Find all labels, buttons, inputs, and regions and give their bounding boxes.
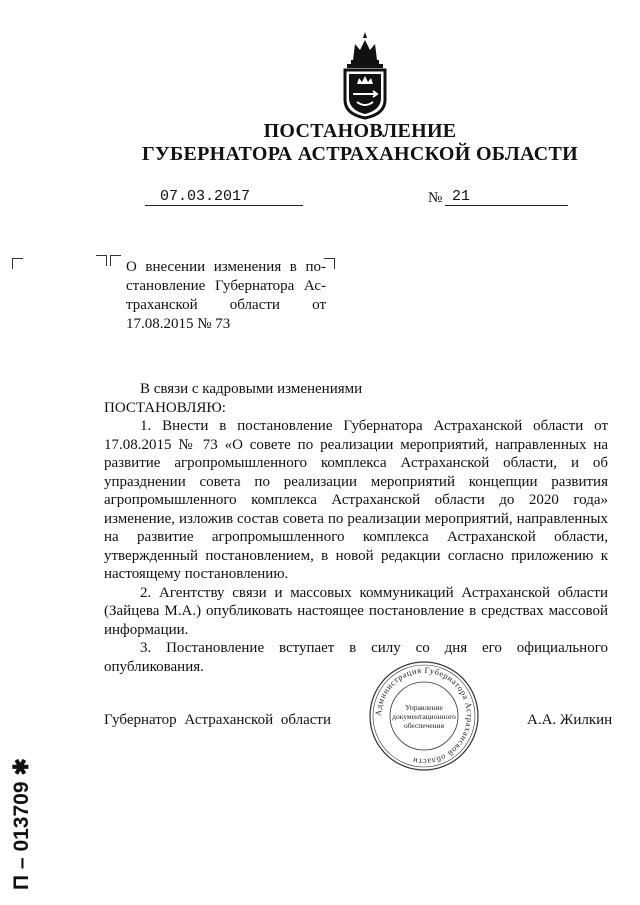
stamp-ring-text: Администрация Губернатора Астраханской области [373,665,475,767]
signer-name: А.А. Жилкин [527,712,613,728]
paragraph-1: 1. Внести в постановление Губернатора Астраханской области от 17.08.2015 № 73 «О совете по реализации мероприятий, направленных на развитие агропромышленного комплекса Астраханской области, и об упразднении совета по реализации мероприятий концепции развития агропромышленного комплекса Астраханской области до 2020 года» изменение, изложив состав совета по реализации мероприятий, направленных на развитие агропромышленного комплекса Астраханской области, утвержденный постановлением, в новой редакции согласно приложению к настоящему постановлению. [104,418,608,582]
document-number: 21 [452,188,471,205]
coat-of-arms-emblem [335,30,395,120]
serial-number-text: П – 013709 ✱ [10,758,33,890]
preamble: В связи с кадровыми изменениями [140,381,363,397]
document-title: ПОСТАНОВЛЕНИЕ [263,120,457,142]
subject-line: траханской области от [126,297,326,313]
signature-title: Губернатор Астраханской области [104,712,332,728]
stamp-center-line: Управление [405,703,443,712]
date-underline [145,205,303,206]
number-underline [445,205,568,206]
paragraph-3: 3. Постановление вступает в силу со дня его официального опубликования. [104,640,608,675]
number-label: № [428,190,443,206]
resolve-word: ПОСТАНОВЛЯЮ: [104,399,226,416]
margin-corner-mark [12,258,23,269]
subject-corner-mark [110,255,121,266]
subject-line: 17.08.2015 № 73 [126,316,231,332]
document-body [104,380,608,676]
document-issuer: ГУБЕРНАТОРА АСТРАХАНСКОЙ ОБЛАСТИ [141,143,579,165]
serial-number [0,740,40,890]
official-stamp [368,660,480,772]
paragraph-2: 2. Агентству связи и массовых коммуникаций Астраханской области (Зайцева М.А.) опубликовать настоящее постановление в средствах массовой информации. [104,584,608,638]
stamp-center-line: обеспечения [403,721,445,730]
subject-line: становление Губернатора Ас- [126,278,326,294]
document-date: 07.03.2017 [160,188,251,205]
subject-block [126,258,326,334]
subject-line: О внесении изменения в по- [126,259,326,275]
stamp-center-line: документационного [392,712,456,721]
subject-corner-mark [96,255,107,266]
